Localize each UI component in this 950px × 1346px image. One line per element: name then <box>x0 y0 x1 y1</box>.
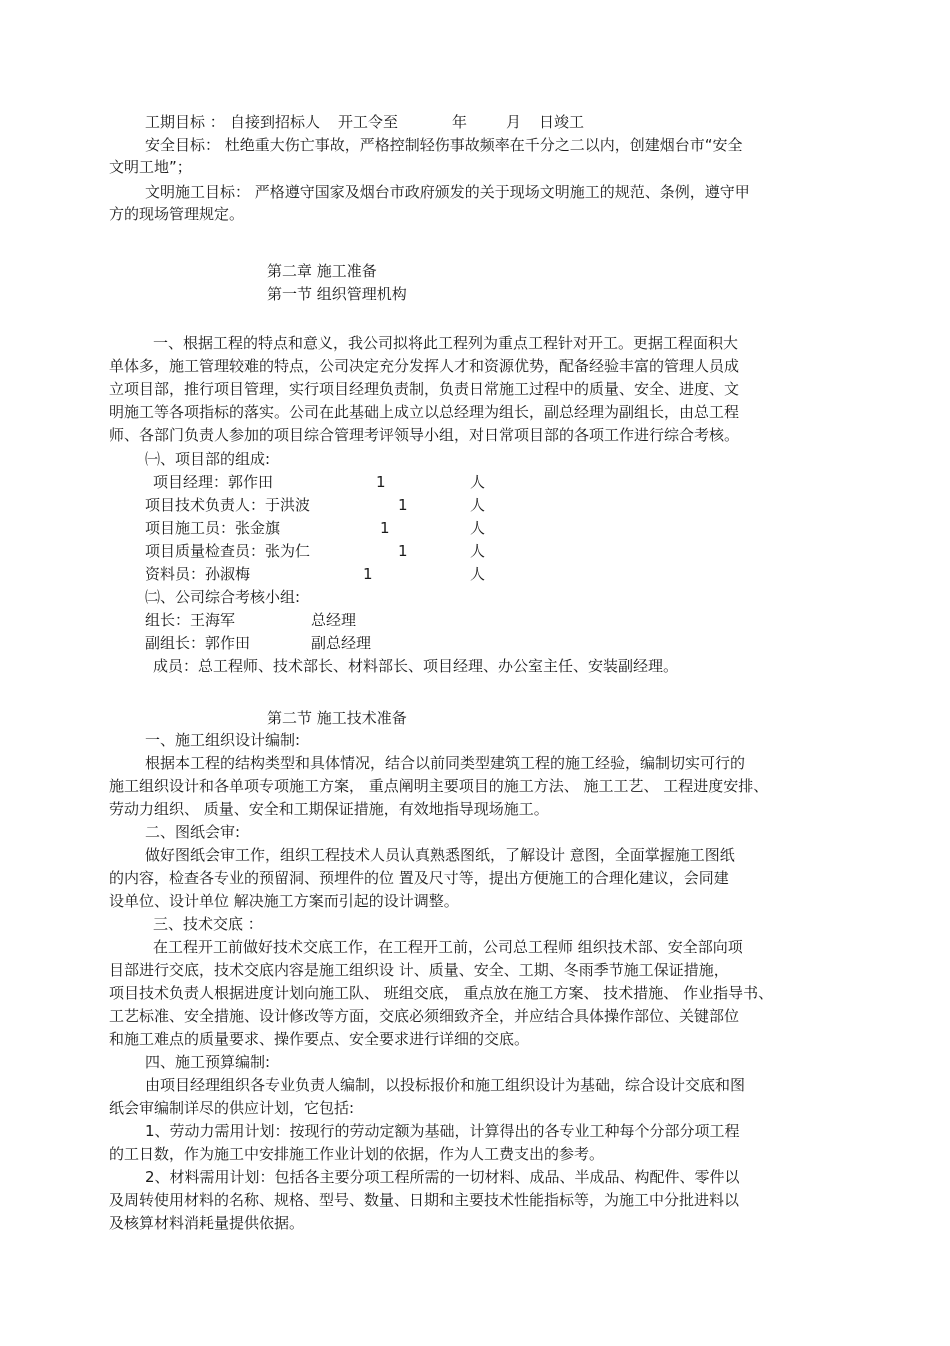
org-intro-line: 明施工等各项指标的落实。公司在此基础上成立以总经理为组长，副总经理为副组长，由总工程 <box>109 403 740 421</box>
drawing-heading: 二、图纸会审: <box>145 823 241 841</box>
org-intro-line: 一、根据工程的特点和意义，我公司拟将此工程列为重点工程针对开工。更据工程面积大 <box>153 334 739 352</box>
chapter-title: 第二章 施工准备 <box>267 262 377 280</box>
committee-members: 成员：总工程师、技术部长、材料部长、项目经理、办公室主任、安装副经理。 <box>153 657 679 675</box>
safety-goal-line-2: 文明工地”； <box>109 158 192 176</box>
civil-goal-line-2: 方的现场管理规定。 <box>109 205 245 223</box>
schedule-goal-year: 年 <box>452 113 468 131</box>
committee-leader-name: 组长：王海军 <box>145 611 236 629</box>
member-role: 资料员：孙淑梅 <box>145 565 251 583</box>
member-unit: 人 <box>470 565 486 583</box>
org-intro-line: 单体多，施工管理较难的特点，公司决定充分发挥人才和资源优势，配备经验丰富的管理人员成 <box>109 357 740 375</box>
schedule-goal-text: 自接到招标人 <box>230 113 321 131</box>
member-count: 1 <box>398 496 408 514</box>
labor-plan-line: 1、劳动力需用计划：按现行的劳动定额为基础，计算得出的各专业工种每个分部分项工程 <box>145 1122 740 1140</box>
committee-vice-leader-title: 副总经理 <box>311 634 372 652</box>
tech-body-line: 项目技术负责人根据进度计划向施工队、 班组交底， 重点放在施工方案、 技术措施、 作业指导书、 <box>109 984 774 1002</box>
member-count: 1 <box>376 473 386 491</box>
material-plan-line: 2、材料需用计划：包括各主要分项工程所需的一切材料、成品、半成品、构配件、零件以 <box>145 1168 740 1186</box>
member-count: 1 <box>380 519 390 537</box>
section-2-title: 第二节 施工技术准备 <box>267 709 407 727</box>
member-unit: 人 <box>470 519 486 537</box>
material-plan-line: 及周转使用材料的名称、规格、型号、数量、日期和主要技术性能指标等，为施工中分批进料以 <box>109 1191 740 1209</box>
tech-heading: 三、技术交底 ： <box>153 915 263 933</box>
civil-goal-line-1: 文明施工目标： 严格遵守国家及烟台市政府颁发的关于现场文明施工的规范、条例，遵守甲 <box>145 183 750 201</box>
tech-body-line: 在工程开工前做好技术交底工作，在工程开工前，公司总工程师 组织技术部、安全部向项 <box>153 938 743 956</box>
section-1-title: 第一节 组织管理机构 <box>267 285 407 303</box>
budget-body-line: 纸会审编制详尽的供应计划，它包括: <box>109 1099 355 1117</box>
member-role: 项目质量检查员：张为仁 <box>145 542 311 560</box>
committee-vice-leader-name: 副组长：郭作田 <box>145 634 251 652</box>
tech-body-line: 工艺标准、安全措施、设计修改等方面，交底必须细致齐全，并应结合具体操作部位、关键部位 <box>109 1007 740 1025</box>
org-intro-line: 师、各部门负责人参加的项目综合管理考评领导小组，对日常项目部的各项工作进行综合考核。 <box>109 426 740 444</box>
budget-heading: 四、施工预算编制: <box>145 1053 271 1071</box>
safety-goal-line-1: 安全目标： 杜绝重大伤亡事故，严格控制轻伤事故频率在千分之二以内，创建烟台市“安全 <box>145 136 743 154</box>
budget-body-line: 由项目经理组织各专业负责人编制，以投标报价和施工组织设计为基础，综合设计交底和图 <box>145 1076 746 1094</box>
member-count: 1 <box>398 542 408 560</box>
labor-plan-line: 的工日数，作为施工中安排施工作业计划的依据，作为人工费支出的参考。 <box>109 1145 605 1163</box>
drawing-body-line: 设单位、设计单位 解决施工方案而引起的设计调整。 <box>109 892 459 910</box>
schedule-goal-end: 日竣工 <box>539 113 585 131</box>
project-dept-heading: ㈠、项目部的组成: <box>145 450 271 468</box>
design-body-line: 施工组织设计和各单项专项施工方案， 重点阐明主要项目的施工方法、 施工工艺、 工程进度安排、 <box>109 777 769 795</box>
schedule-goal-order: 开工令至 <box>338 113 399 131</box>
design-body-line: 劳动力组织、 质量、安全和工期保证措施，有效地指导现场施工。 <box>109 800 549 818</box>
org-intro-line: 立项目部，推行项目管理，实行项目经理负责制，负责日常施工过程中的质量、安全、进度、文 <box>109 380 740 398</box>
member-unit: 人 <box>470 473 486 491</box>
tech-body-line: 和施工难点的质量要求、操作要点、安全要求进行详细的交底。 <box>109 1030 530 1048</box>
schedule-goal-label: 工期目标 ： <box>145 113 225 131</box>
design-body-line: 根据本工程的结构类型和具体情况，结合以前同类型建筑工程的施工经验，编制切实可行的 <box>145 754 746 772</box>
member-role: 项目技术负责人：于洪波 <box>145 496 311 514</box>
committee-leader-title: 总经理 <box>311 611 357 629</box>
member-count: 1 <box>363 565 373 583</box>
drawing-body-line: 做好图纸会审工作，组织工程技术人员认真熟悉图纸，了解设计 意图，全面掌握施工图纸 <box>145 846 735 864</box>
design-heading: 一、施工组织设计编制: <box>145 731 301 749</box>
member-unit: 人 <box>470 542 486 560</box>
committee-heading: ㈡、公司综合考核小组: <box>145 588 301 606</box>
member-role: 项目经理：郭作田 <box>153 473 274 491</box>
member-unit: 人 <box>470 496 486 514</box>
tech-body-line: 目部进行交底，技术交底内容是施工组织设 计、质量、安全、工期、冬雨季节施工保证措施， <box>109 961 729 979</box>
member-role: 项目施工员：张金旗 <box>145 519 281 537</box>
drawing-body-line: 的内容，检查各专业的预留洞、预埋件的位 置及尺寸等，提出方便施工的合理化建议，会同建 <box>109 869 729 887</box>
schedule-goal-month: 月 <box>506 113 522 131</box>
material-plan-line: 及核算材料消耗量提供依据。 <box>109 1214 305 1232</box>
